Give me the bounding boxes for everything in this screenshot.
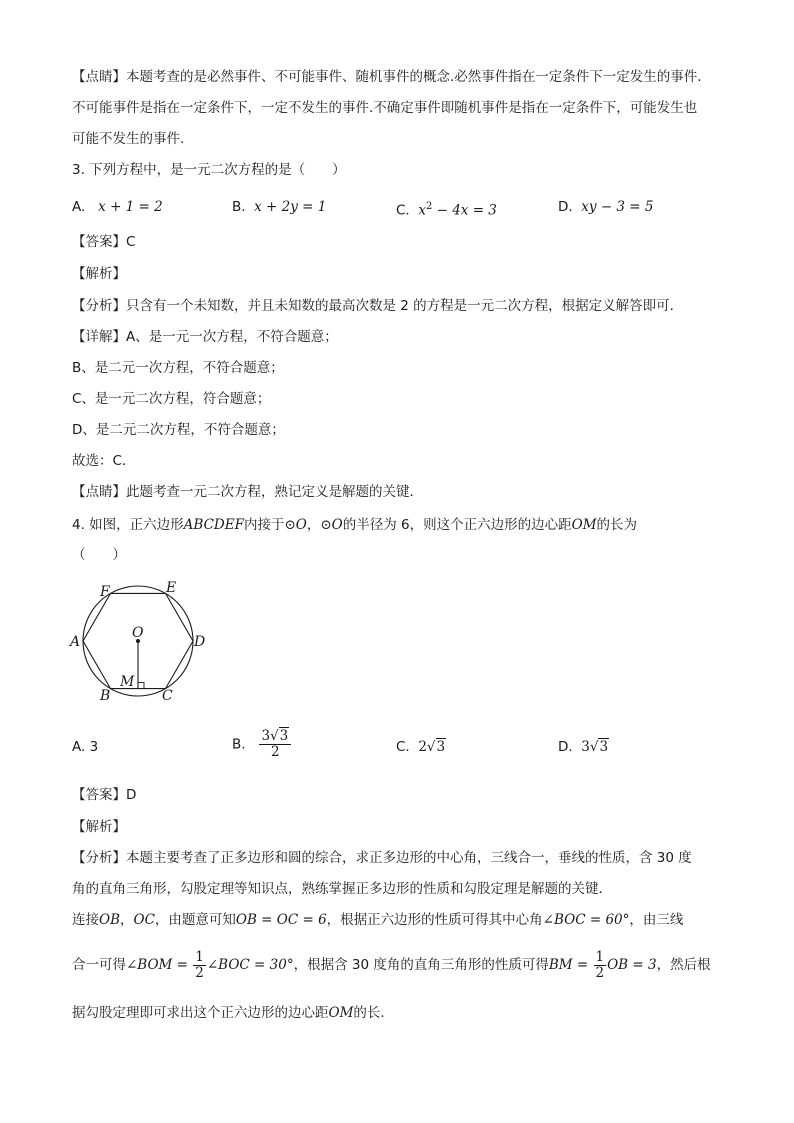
fenxi-tag: 【分析】 bbox=[72, 850, 126, 866]
fraction-denominator: 2 bbox=[271, 744, 280, 760]
q4-option-a bbox=[72, 738, 98, 756]
answer-tag: 【答案】 bbox=[72, 234, 126, 250]
dianjing-tag: 【点睛】 bbox=[72, 484, 126, 500]
option-letter: D. bbox=[558, 199, 573, 215]
option-letter: C. bbox=[396, 739, 410, 755]
q3-line-d: D、是二元二次方程，不符合题意； bbox=[72, 422, 285, 438]
text: 连接 bbox=[72, 912, 99, 928]
answer-value: C bbox=[126, 234, 136, 250]
math: ∠BOC = 30° bbox=[206, 957, 294, 973]
label-o: O bbox=[132, 625, 144, 641]
fraction-numerator: 1 bbox=[195, 948, 204, 965]
label-f: F bbox=[100, 584, 110, 600]
math: OB bbox=[99, 912, 120, 928]
q3-answer bbox=[72, 233, 135, 251]
q3-jiexi: 【解析】 bbox=[72, 266, 126, 282]
option-expr: x + 2y = 1 bbox=[254, 199, 327, 215]
q4-solution-line-3 bbox=[72, 911, 683, 929]
fraction-numerator: 1 bbox=[595, 948, 605, 965]
stem-text: 的半径为 6，则这个正六边形的边心距 bbox=[342, 517, 572, 533]
q4-solution-line-4 bbox=[72, 949, 711, 981]
text: ，由三线 bbox=[629, 912, 684, 928]
radicand: 3 bbox=[599, 739, 609, 755]
q3-option-c bbox=[396, 198, 497, 220]
option-letter: B. bbox=[232, 199, 246, 215]
dianjing-text: 此题考查一元二次方程，熟记定义是解题的关键． bbox=[126, 484, 423, 500]
text: 据勾股定理即可求出这个正六边形的边心距 bbox=[72, 1005, 329, 1021]
radicand: 3 bbox=[279, 728, 289, 744]
label-a: A bbox=[70, 634, 81, 650]
label-c: C bbox=[162, 688, 173, 704]
label-m: M bbox=[120, 674, 135, 690]
q4-stem bbox=[72, 516, 637, 534]
q4-stem-paren: （ ） bbox=[72, 547, 126, 563]
q3-dianjing bbox=[72, 483, 423, 501]
stem-text: ， bbox=[306, 517, 321, 533]
q3-option-d bbox=[558, 198, 654, 216]
label-d: D bbox=[194, 634, 206, 650]
fenxi-text: 本题主要考查了正多边形和圆的综合，求正多边形的中心角，三线合一，垂线的性质，含 30 度 bbox=[126, 850, 692, 866]
text: ， bbox=[120, 912, 134, 928]
q3-fenxi bbox=[72, 297, 683, 315]
q4-option-d bbox=[558, 738, 609, 756]
text: 的长． bbox=[353, 1005, 394, 1021]
circle-symbol: ⊙O bbox=[284, 517, 307, 533]
math: BM = bbox=[548, 957, 589, 973]
option-expr: xy − 3 = 5 bbox=[581, 199, 654, 215]
stem-text: 4. 如图，正六边形 bbox=[72, 517, 184, 533]
text: ，根据正六边形的性质可得其中心角 bbox=[326, 912, 543, 928]
fraction-denominator: 2 bbox=[195, 964, 204, 981]
option-letter: D. bbox=[558, 739, 573, 755]
text: ，由题意可知 bbox=[154, 912, 236, 928]
option-expr: x bbox=[418, 202, 426, 219]
label-e: E bbox=[166, 580, 177, 596]
segment-om: OM bbox=[571, 517, 597, 533]
coefficient: 3 bbox=[261, 728, 271, 744]
right-angle-mark bbox=[138, 683, 144, 689]
answer-value: D bbox=[126, 787, 137, 803]
q4-option-b bbox=[232, 729, 292, 760]
q3-option-b bbox=[232, 198, 326, 216]
q3-xiangjie bbox=[72, 328, 338, 346]
stem-text: 内接于 bbox=[243, 517, 285, 533]
sqrt-icon: √ bbox=[270, 728, 279, 744]
math: ∠BOC = 60° bbox=[542, 912, 630, 928]
circle-symbol: ⊙O bbox=[320, 517, 343, 533]
fraction bbox=[259, 729, 291, 760]
hexagon-name: ABCDEF bbox=[183, 517, 244, 533]
fraction bbox=[193, 950, 206, 981]
stem-text: 的长为 bbox=[596, 517, 638, 533]
fenxi-text: 只含有一个未知数，并且未知数的最高次数是 2 的方程是一元二次方程，根据定义解答即可． bbox=[126, 298, 684, 314]
math: OM bbox=[328, 1005, 354, 1021]
fraction bbox=[594, 950, 607, 981]
q3-line-c: C、是一元二次方程，符合题意； bbox=[72, 391, 271, 407]
q4-solution-line-5 bbox=[72, 1004, 394, 1022]
xiangjie-text: A、是一元一次方程，不符合题意； bbox=[126, 329, 338, 345]
math: ∠BOM = bbox=[126, 957, 188, 973]
dianjing-line-2: 不可能事件是指在一定条件下，一定不发生的事件.不确定事件即随机事件是指在一定条件下，可能发生也 bbox=[72, 100, 698, 116]
option-letter: A. bbox=[72, 199, 86, 215]
option-letter: B. bbox=[232, 736, 246, 753]
option-expr: x + 1 = 2 bbox=[98, 199, 163, 215]
q4-answer bbox=[72, 786, 136, 804]
answer-tag: 【答案】 bbox=[72, 787, 126, 803]
fraction-denominator: 2 bbox=[595, 964, 605, 981]
radicand: 3 bbox=[436, 739, 446, 755]
coefficient: 2 bbox=[418, 739, 427, 755]
text: 合一可得 bbox=[72, 957, 126, 973]
sqrt-icon: √ bbox=[426, 739, 436, 755]
q3-stem: 3. 下列方程中，是一元二次方程的是（ ） bbox=[72, 162, 346, 178]
sqrt-icon: √ bbox=[589, 739, 599, 755]
q4-option-c bbox=[396, 738, 446, 756]
xiangjie-tag: 【详解】 bbox=[72, 329, 126, 345]
dianjing-tag: 【点睛】 bbox=[72, 69, 126, 85]
math: OB = 3 bbox=[607, 957, 657, 973]
coefficient: 3 bbox=[581, 739, 590, 755]
math: OC bbox=[133, 912, 155, 928]
fraction-numerator bbox=[259, 729, 291, 745]
text: ，根据含 30 度角的直角三角形的性质可得 bbox=[293, 957, 549, 973]
option-letter: C. bbox=[396, 202, 410, 219]
q3-guxuan: 故选：C． bbox=[72, 453, 136, 469]
label-b: B bbox=[100, 688, 111, 704]
hexagon-circle-figure bbox=[62, 574, 222, 710]
dianjing-text: 本题考查的是必然事件、不可能事件、随机事件的概念.必然事件指在一定条件下一定发生的事件. bbox=[126, 69, 702, 85]
superscript: 2 bbox=[425, 201, 433, 212]
q4-fenxi-line-1 bbox=[72, 849, 692, 867]
option-expr: − 4x = 3 bbox=[432, 202, 497, 219]
q3-line-b: B、是二元一次方程，不符合题意； bbox=[72, 360, 284, 376]
dianjing-line-1 bbox=[72, 68, 702, 86]
q4-jiexi: 【解析】 bbox=[72, 819, 126, 835]
text: ，然后根 bbox=[656, 957, 711, 973]
q4-fenxi-line-2: 角的直角三角形，勾股定理等知识点，熟练掌握正多边形的性质和勾股定理是解题的关键． bbox=[72, 881, 612, 897]
math: OB = OC = 6 bbox=[235, 912, 327, 928]
q3-option-a bbox=[72, 198, 163, 216]
option-value: 3 bbox=[89, 739, 99, 755]
dianjing-line-3: 可能不发生的事件. bbox=[72, 131, 185, 147]
option-letter: A. bbox=[72, 739, 86, 755]
fenxi-tag: 【分析】 bbox=[72, 298, 126, 314]
